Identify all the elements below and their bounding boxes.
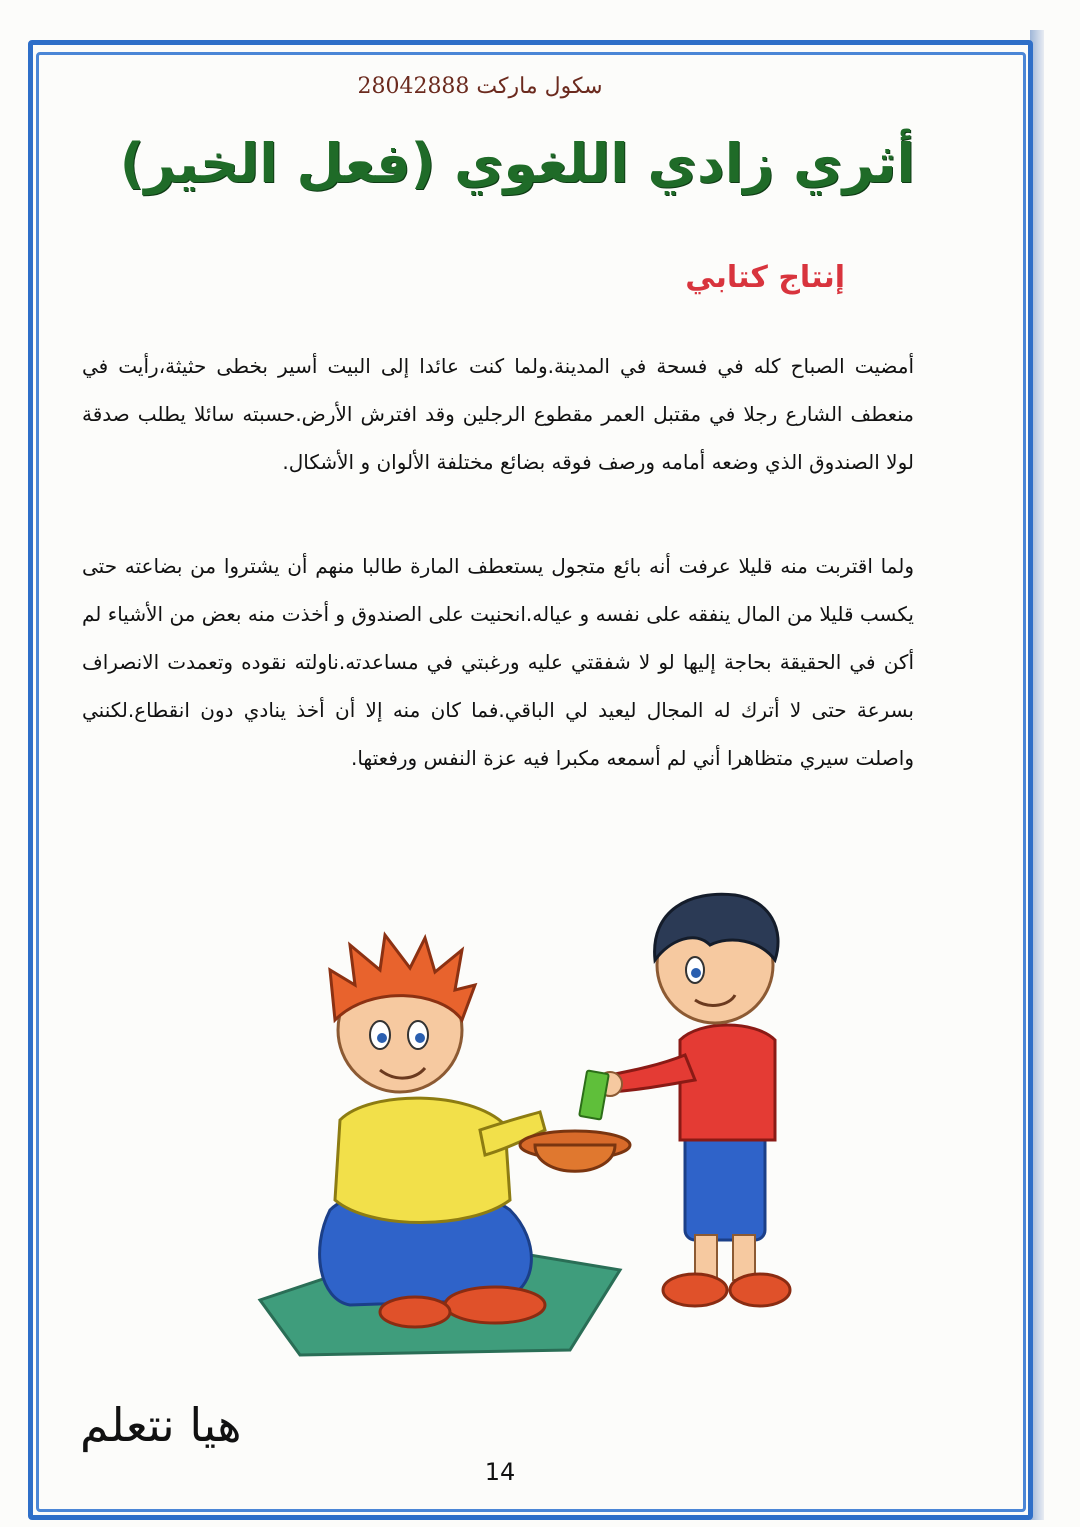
boy-shoe-right <box>730 1274 790 1306</box>
boy-shoe-left <box>663 1274 727 1306</box>
shop-line: سكول ماركت 28042888 <box>357 74 603 99</box>
page-number: 14 <box>484 1458 516 1486</box>
boy-shirt <box>680 1025 775 1140</box>
story-paragraph-2: ولما اقتربت منه قليلا عرفت أنه بائع متجول يستعطف المارة طالبا منهم أن يشتروا من بضاعته حتى يكسب قليلا من المال ينفقه على نفسه و عياله.انحنيت على الصندوق و أخذت منه بعض من الأشياء لم أكن في الحقيقة بحاجة إليها لو لا شفقتي عليه ورغبتي في مساعدته.ناولته نقوده وتعمدت الانصراف بسرعة حتى لا أترك له المجال ليعيد لي الباقي.فما كان منه إلا أن أخذ ينادي دون انقطاع.لكنني واصلت سيري متظاهرا أني لم أسمعه مكبرا فيه عزة النفس ورفعتها. <box>82 554 914 770</box>
charity-illustration <box>240 850 840 1370</box>
boy-shorts <box>685 1130 765 1240</box>
story-paragraph-1: أمضيت الصباح كله في فسحة في المدينة.ولما كنت عائدا إلى البيت أسير بخطى حثيثة،رأيت في منعطف الشارع رجلا في مقتبل العمر مقطوع الرجلين وقد افترش الأرض.حسبته سائلا يطلب صدقة لولا الصندوق الذي وضعه أمامه ورصف فوقه بضائع مختلفة الألوان و الأشكال. <box>82 354 914 474</box>
section-subtitle: إنتاج كتابي <box>685 260 845 295</box>
hat-crown <box>535 1145 615 1171</box>
man-shoe-left <box>380 1297 450 1327</box>
man-shirt <box>335 1098 510 1222</box>
page-title: أثري زادي اللغوي (فعل الخير) <box>119 132 915 195</box>
money-note <box>579 1070 609 1119</box>
man-shoe-right <box>445 1287 545 1323</box>
handwritten-note: هيا نتعلم <box>80 1398 242 1452</box>
